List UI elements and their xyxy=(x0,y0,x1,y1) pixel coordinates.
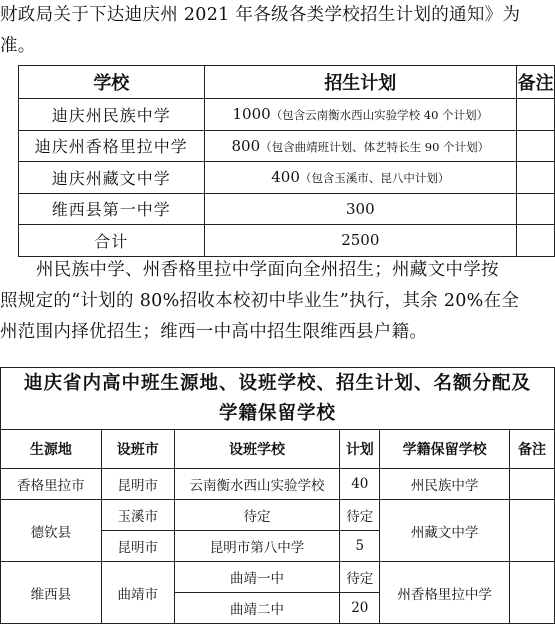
policy-line: 州范围内择优招生；维西一中高中招生限维西县户籍。 xyxy=(0,322,428,342)
policy-line: 照规定的“计划的 80%招收本校初中毕业生”执行，其余 20%在全 xyxy=(0,291,520,311)
intro-line: 财政局关于下达迪庆州 2021 年各级各类学校招生计划的通知》为 xyxy=(0,5,521,25)
table-title-row xyxy=(1,368,555,430)
cell-city: 昆明市 xyxy=(101,469,174,500)
intro-line: 准。 xyxy=(0,36,36,56)
table-title xyxy=(1,368,555,430)
cell-status-school: 州藏文中学 xyxy=(380,500,510,562)
source-allocation-table xyxy=(0,367,555,624)
cell-school: 维西县第一中学 xyxy=(19,193,205,225)
table-header-row xyxy=(19,66,555,99)
table-row xyxy=(19,130,555,162)
plan-number: 1000 xyxy=(232,105,271,124)
cell-status-school: 州民族中学 xyxy=(380,469,510,500)
table-header-row xyxy=(1,430,555,469)
plan-number: 300 xyxy=(346,199,375,218)
cell-remark xyxy=(517,193,555,225)
header-school: 学校 xyxy=(19,66,205,99)
cell-city: 曲靖市 xyxy=(101,562,174,624)
cell-remark xyxy=(517,225,555,257)
plan-note: （包含云南衡水西山实验学校 40 个计划） xyxy=(270,108,489,123)
cell-school: 迪庆州民族中学 xyxy=(19,99,205,131)
cell-plan: 20 xyxy=(340,593,380,624)
cell-city: 玉溪市 xyxy=(101,500,174,531)
cell-remark xyxy=(510,469,555,500)
plan-note: （包含玉溪市、昆八中计划） xyxy=(299,171,450,186)
header-origin: 生源地 xyxy=(1,430,102,469)
table-row xyxy=(19,193,555,225)
cell-plan: 5 xyxy=(340,531,380,562)
header-remark: 备注 xyxy=(517,66,555,99)
cell-school: 曲靖一中 xyxy=(174,562,340,593)
cell-status-school: 州香格里拉中学 xyxy=(380,562,510,624)
header-remark: 备注 xyxy=(510,430,555,469)
cell-remark xyxy=(517,99,555,131)
plan-number: 400 xyxy=(271,168,300,187)
table-row xyxy=(1,562,555,593)
cell-origin: 香格里拉市 xyxy=(1,469,102,500)
header-school: 设班学校 xyxy=(174,430,340,469)
cell-total-value xyxy=(204,225,516,257)
enrollment-plan-table xyxy=(18,65,555,257)
cell-school: 迪庆州香格里拉中学 xyxy=(19,130,205,162)
policy-paragraph xyxy=(0,255,555,348)
cell-school: 曲靖二中 xyxy=(174,593,340,624)
table-title-line: 迪庆省内高中班生源地、设班学校、招生计划、名额分配及 xyxy=(23,372,531,394)
table-row xyxy=(1,500,555,531)
cell-plan xyxy=(204,130,516,162)
cell-plan xyxy=(204,193,516,225)
cell-remark xyxy=(517,130,555,162)
cell-origin: 维西县 xyxy=(1,562,102,624)
plan-number: 2500 xyxy=(341,231,380,250)
header-plan: 计划 xyxy=(340,430,380,469)
cell-plan xyxy=(204,99,516,131)
header-status-school: 学籍保留学校 xyxy=(380,430,510,469)
cell-remark xyxy=(510,500,555,562)
table-row-total xyxy=(19,225,555,257)
cell-origin: 德钦县 xyxy=(1,500,102,562)
cell-remark xyxy=(510,562,555,624)
table-row xyxy=(19,99,555,131)
policy-line: 州民族中学、州香格里拉中学面向全州招生；州藏文中学按 xyxy=(36,260,499,280)
cell-school: 迪庆州藏文中学 xyxy=(19,162,205,194)
table-title-line: 学籍保留学校 xyxy=(218,402,336,424)
cell-school: 待定 xyxy=(174,500,340,531)
cell-remark xyxy=(517,162,555,194)
cell-school: 昆明市第八中学 xyxy=(174,531,340,562)
cell-plan: 待定 xyxy=(340,500,380,531)
cell-total-label: 合计 xyxy=(19,225,205,257)
header-city: 设班市 xyxy=(101,430,174,469)
intro-paragraph xyxy=(0,0,555,62)
cell-city: 昆明市 xyxy=(101,531,174,562)
table-row xyxy=(1,469,555,500)
plan-number: 800 xyxy=(231,136,261,155)
cell-plan: 待定 xyxy=(340,562,380,593)
cell-school: 云南衡水西山实验学校 xyxy=(174,469,340,500)
plan-note: （包含曲靖班计划、体艺特长生 90 个计划） xyxy=(260,139,490,154)
cell-plan xyxy=(204,162,516,194)
table-row xyxy=(19,162,555,194)
cell-plan: 40 xyxy=(340,469,380,500)
header-plan: 招生计划 xyxy=(204,66,516,99)
